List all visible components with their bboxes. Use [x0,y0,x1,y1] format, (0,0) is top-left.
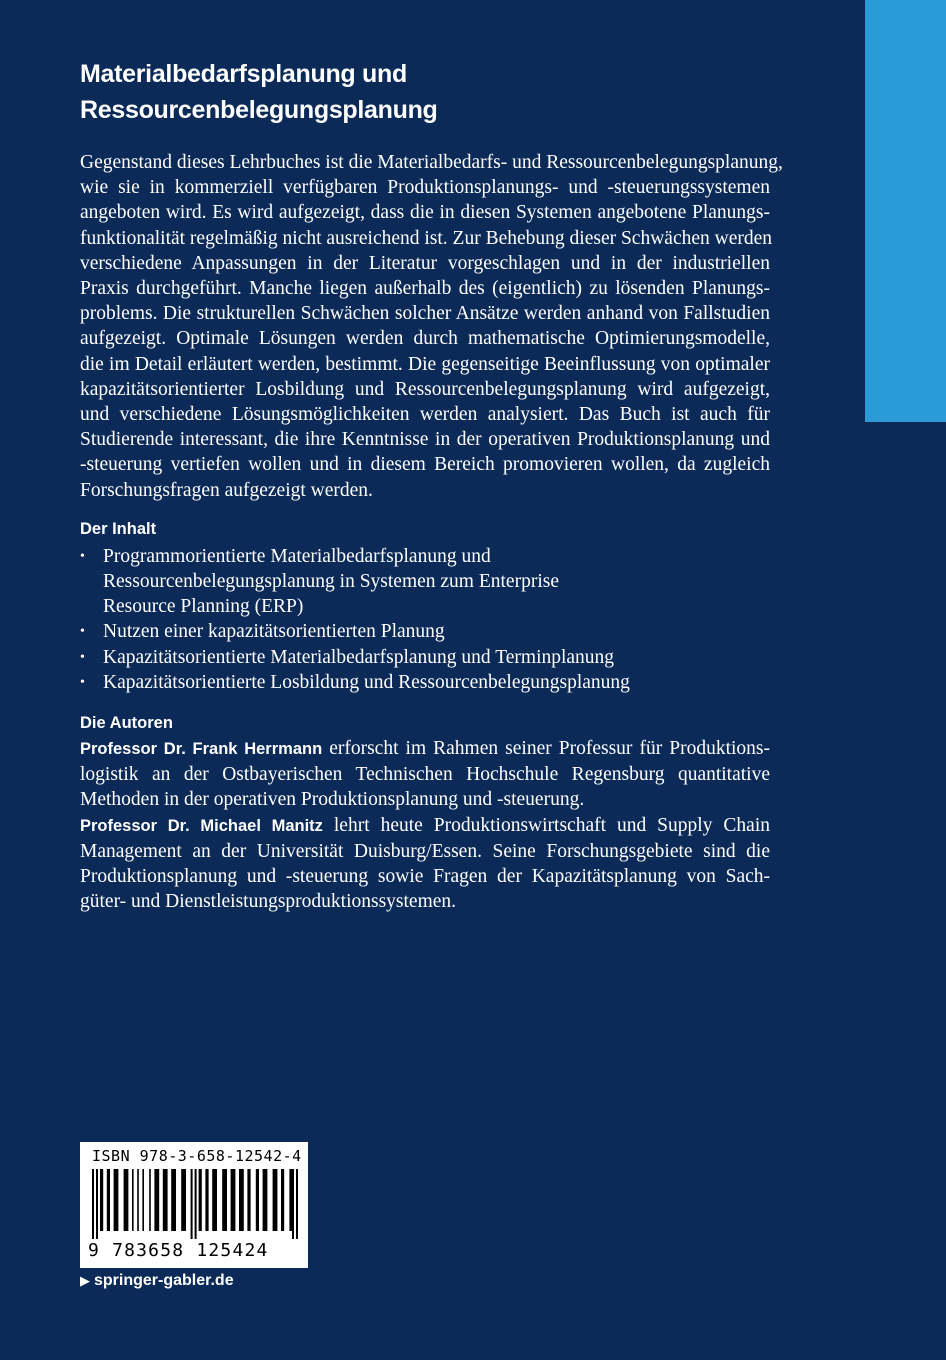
author-2-bio: Professor Dr. Michael Manitz lehrt heute Produktionswirtschaft und Supply Chain Management an der Universität Duisburg/Essen. Seine Forschungsgebiete sind die Produktionsplanung und -steuerung sowie Fragen der Kapazitätsplanung von Sach- güter- und Dienstleistungsproduktionssystemen. [80,814,770,913]
barcode-bar [191,1169,193,1239]
arrow-right-icon: ▶ [80,1273,90,1288]
book-title: Materialbedarfsplanung und Ressourcenbelegungsplanung [80,60,438,124]
isbn-label: ISBN 978-3-658-12542-4 [92,1147,302,1165]
barcode-bar [163,1169,168,1231]
description-line: -steuerung vertiefen wollen und in diesem Bereich promovieren wollen, da zugleich [80,454,770,476]
barcode-bar [263,1169,268,1231]
barcode-bar [239,1169,244,1231]
barcode-bar [222,1169,227,1231]
barcode-bar [199,1169,202,1231]
barcode-bar [107,1169,110,1231]
description [80,150,783,503]
barcode-bar [142,1169,144,1231]
authors-heading: Die Autoren [80,714,173,733]
description-line: funktionalität regelmäßig nicht ausreichend ist. Zur Behebung dieser Schwächen werden [80,227,773,249]
contents-item: • Kapazitätsorientierte Materialbedarfsplanung und Terminplanung [80,645,770,670]
barcode-bar [273,1169,278,1231]
back-cover-content [80,56,783,914]
barcode-bar [149,1169,151,1231]
isbn-barcode [80,1142,308,1268]
barcode-bar [132,1169,134,1231]
barcode-bar [100,1169,103,1231]
barcode-bar [205,1169,208,1231]
accent-bar [865,0,946,422]
author-1-name: Professor Dr. Frank Herrmann [80,740,323,759]
description-line: Gegenstand dieses Lehrbuches ist die Materialbedarfs- und Ressourcenbelegungsplanung, [80,152,783,173]
barcode-bar [96,1169,98,1239]
contents-heading: Der Inhalt [80,519,157,538]
description-line: Studierende interessant, die ihre Kenntnisse in der operativen Produktionsplanung und [80,429,770,451]
barcode-bar [292,1169,294,1239]
author-1-bio: Professor Dr. Frank Herrmann erforscht im Rahmen seiner Professur für Produktions- logistik an der Ostbayerischen Technischen Hochschule Regensburg quantitative Methoden in der operativen Produktionsplanung und -steuerung. [80,738,770,811]
description-line: die im Detail erläutert werden, bestimmt. Die gegenseitige Beeinflussung von optimaler [80,353,770,375]
author-2-name: Professor Dr. Michael Manitz [80,816,323,835]
description-line: kapazitätsorientierter Losbildung und Ressourcenbelegungsplanung wird aufgezeigt, [80,378,770,400]
barcode-bar [195,1169,197,1239]
contents-item: • Programmorientierte Materialbedarfsplanung und Ressourcenbelegungsplanung in Systemen zum Enterprise Resource Planning (ERP) [80,544,770,620]
barcode-bar [296,1169,298,1239]
description-line: verschiedene Anpassungen in der Literatur vorgeschlagen und in der industriellen [80,252,770,274]
barcode-bar [92,1169,94,1239]
barcode-bar [247,1169,250,1231]
description-line: wie sie in kommerziell verfügbaren Produktionsplanungs- und -steuerungssystemen [80,177,770,199]
contents-item: • Nutzen einer kapazitätsorientierten Planung [80,619,770,644]
barcode-bar [181,1169,186,1231]
barcode-bar [137,1169,139,1231]
barcode-bar [154,1169,159,1231]
description-line: angeboten wird. Es wird aufgezeigt, dass die in diesen Systemen angebotene Planungs- [80,202,770,224]
barcode-bar [231,1169,236,1231]
description-line: Forschungsfragen aufgezeigt werden. [80,479,373,501]
barcode-bar [124,1169,129,1231]
barcode-bar [212,1169,217,1231]
contents-list [80,544,770,695]
contents-item: • Kapazitätsorientierte Losbildung und Ressourcenbelegungsplanung [80,670,770,695]
barcode-bar [171,1169,176,1231]
description-line: aufgezeigt. Optimale Lösungen werden durch mathematische Optimierungsmodelle, [80,328,770,350]
description-line: problems. Die strukturellen Schwächen solcher Ansätze werden anhand von Fallstudien [80,303,770,325]
barcode-bar [281,1169,284,1231]
description-line: und verschiedene Lösungsmöglichkeiten werden analysiert. Das Buch ist auch für [80,404,770,426]
barcode-bars [86,1169,302,1239]
description-line: Praxis durchgeführt. Manche liegen außerhalb des (eigentlich) zu lösenden Planungs- [80,278,770,300]
barcode-bar [256,1169,259,1231]
barcode-digits: 9 783658 125424 [88,1240,269,1261]
publisher-link[interactable]: ▶ springer-gabler.de [80,1272,234,1289]
barcode-bar [114,1169,119,1231]
